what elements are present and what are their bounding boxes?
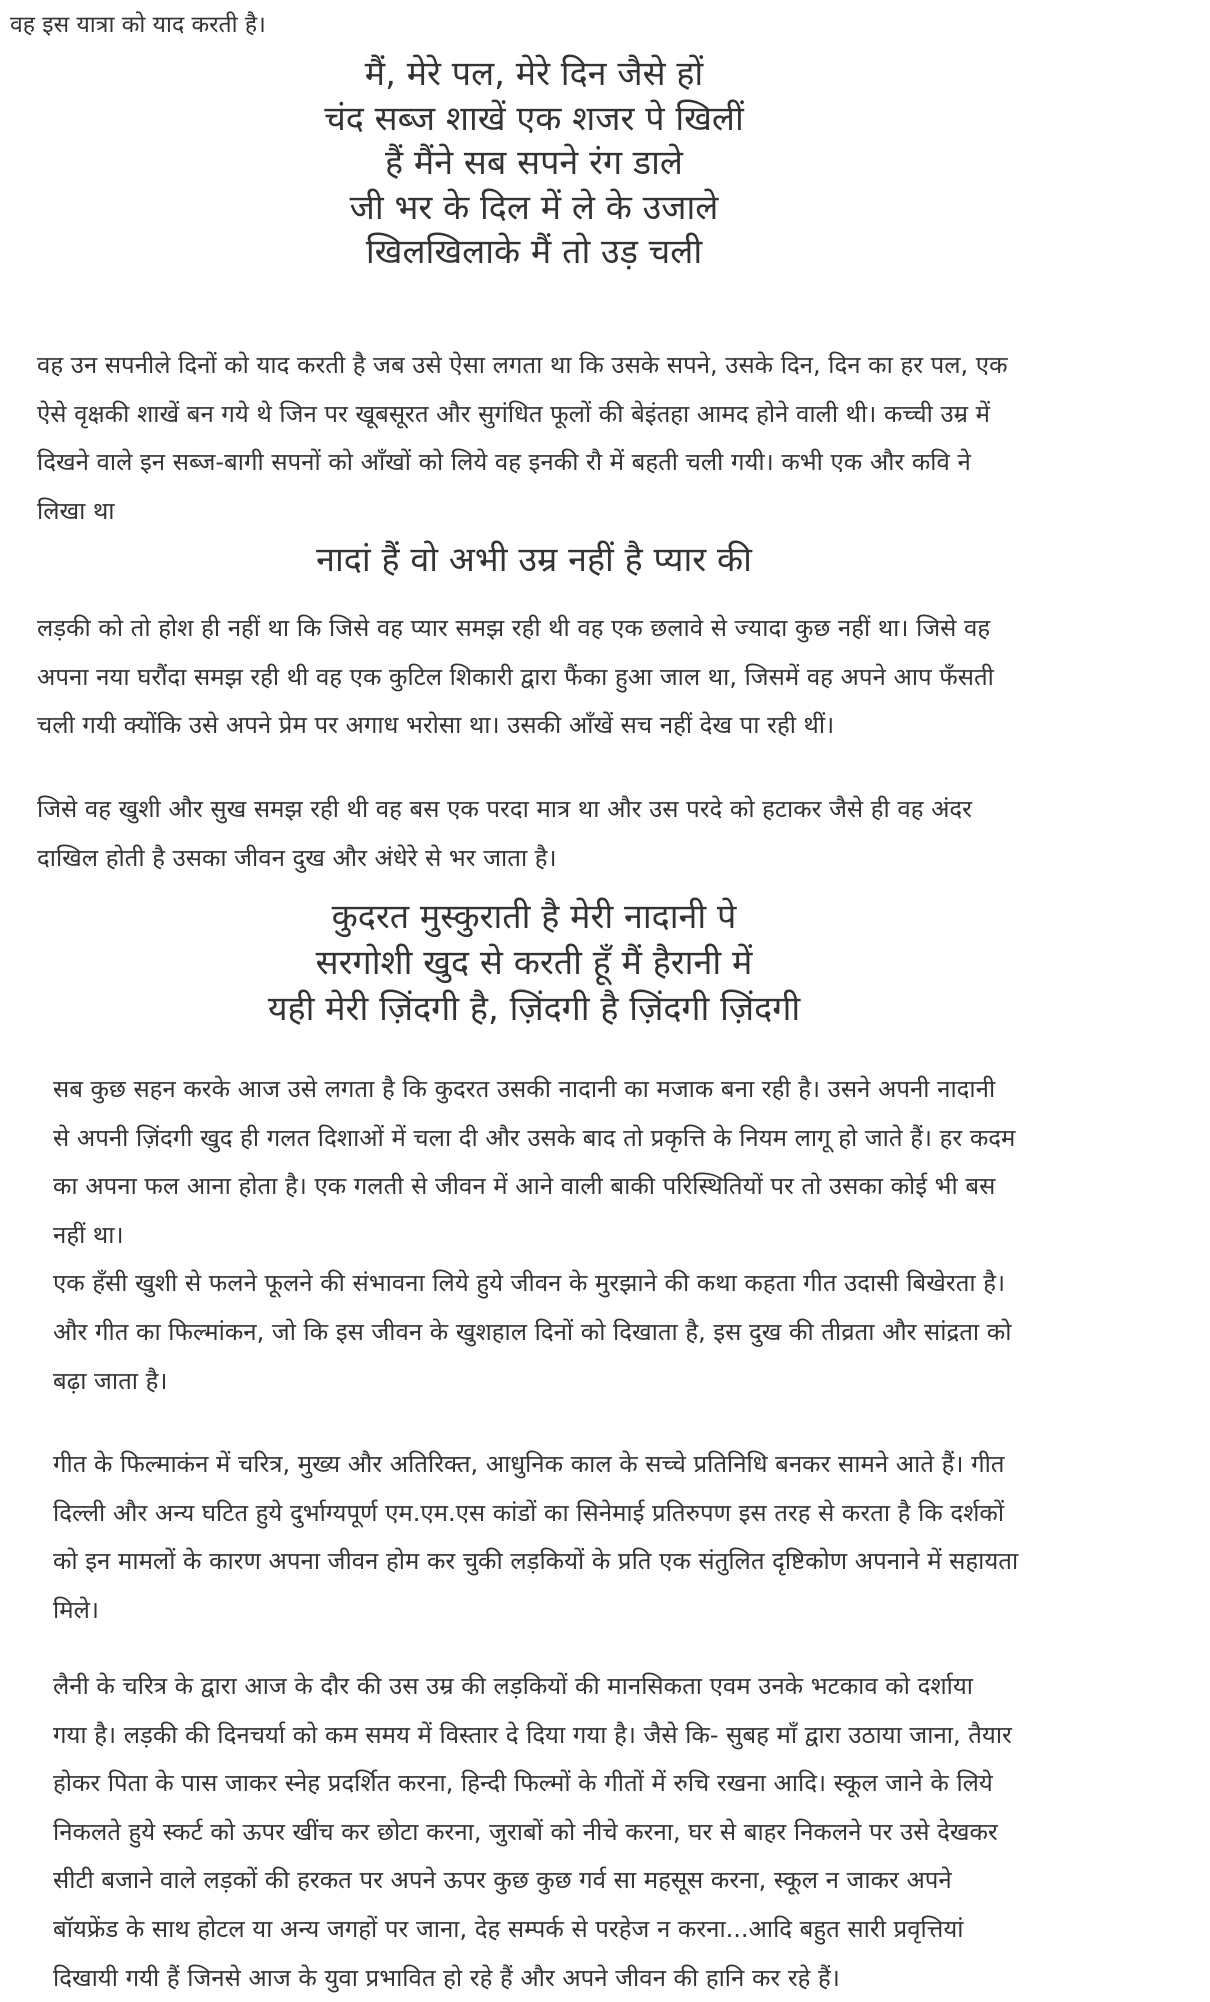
verse-block-3: [0, 894, 1068, 1032]
verse-line: यही मेरी ज़िंदगी है, ज़िंदगी है ज़िंदगी ज़िंदगी: [267, 989, 801, 1029]
paragraph-line: से अपनी ज़िंदगी खुद ही गलत दिशाओं में चला दी और उसके बाद तो प्रकृत्ति के नियम लागू हो जाते हैं। हर कदम: [53, 1123, 1016, 1152]
paragraph-line: होकर पिता के पास जाकर स्नेह प्रदर्शित करना, हिन्दी फिल्मों के गीतों में रुचि रखना आदि। स्कूल जाने के लिये: [53, 1769, 993, 1798]
paragraph-5: [53, 1440, 1018, 1634]
paragraph-line: दिखायी गयी हैं जिनसे आज के युवा प्रभावित हो रहे हैं और अपने जीवन की हानि कर रहे हैं।: [53, 1963, 840, 1992]
paragraph-line: को इन मामलों के कारण अपना जीवन होम कर चुकी लड़कियों के प्रति एक संतुलित दृष्टिकोण अपनाने में सहायता: [53, 1547, 1019, 1576]
verse-block-2: [0, 537, 1068, 583]
verse-line: मैं, मेरे पल, मेरे दिन जैसे हों: [364, 54, 704, 94]
paragraph-line: गया है। लड़की की दिनचर्या को कम समय में विस्तार दे दिया गया है। जैसे कि- सुबह माँ द्वारा उठाया जाना, तैयार: [53, 1720, 1012, 1749]
paragraph-line: सीटी बजाने वाले लड़कों की हरकत पर अपने ऊपर कुछ कुछ गर्व सा महसूस करना, स्कूल न जाकर अपने: [53, 1866, 952, 1895]
paragraph-line: जिसे वह खुशी और सुख समझ रही थी वह बस एक परदा मात्र था और उस परदे को हटाकर जैसे ही वह अंदर: [37, 795, 972, 823]
paragraph-2: [37, 604, 994, 750]
paragraph-4: [53, 1065, 1015, 1405]
paragraph-line: सब कुछ सहन करके आज उसे लगता है कि कुदरत उसकी नादानी का मजाक बना रही है। उसने अपनी नादानी: [53, 1075, 996, 1103]
paragraph-line: बढ़ा जाता है।: [53, 1366, 168, 1395]
verse-line: हैं मैंने सब सपने रंग डाले: [385, 143, 683, 183]
paragraph-line: का अपना फल आना होता है। एक गलती से जीवन में आने वाली बाकी परिस्थितियों पर तो उसका कोई भी बस: [53, 1172, 996, 1201]
paragraph-line: दाखिल होती है उसका जीवन दुख और अंधेरे से भर जाता है।: [37, 843, 557, 872]
paragraph-line: लैनी के चरित्र के द्वारा आज के दौर की उस उम्र की लड़कियों की मानसिकता एवम उनके भटकाव को दर्शाया: [53, 1672, 974, 1700]
paragraph-line: दिखने वाले इन सब्ज-बागी सपनों को आँखों को लिये वह इनकी रौ में बहती चली गयी। कभी एक और कवि ने: [37, 448, 971, 477]
verse-line: कुदरत मुस्कुराती है मेरी नादानी पे: [331, 897, 737, 937]
verse-block-1: [0, 52, 1068, 275]
paragraph-3: [37, 785, 972, 882]
verse-line: चंद सब्ज शाखें एक शजर पे खिलीं: [324, 98, 744, 139]
paragraph-line: ऐसे वृक्षकी शाखें बन गये थे जिन पर खूबसूरत और सुगंधित फूलों की बेइंतहा आमद होने वाली थी। कच्ची उम्र में: [37, 399, 990, 428]
intro-line: वह इस यात्रा को याद करती है।: [10, 12, 266, 38]
paragraph-1: [37, 341, 1008, 535]
paragraph-line: लिखा था: [37, 496, 115, 525]
paragraph-line: लड़की को तो होश ही नहीं था कि जिसे वह प्यार समझ रही थी वह एक छलावे से ज्यादा कुछ नहीं था। जिसे वह: [37, 614, 991, 642]
verse-line: नादां हैं वो अभी उम्र नहीं है प्यार की: [316, 540, 752, 580]
paragraph-6: [53, 1662, 1012, 2002]
paragraph-line: चली गयी क्योंकि उसे अपने प्रेम पर अगाध भरोसा था। उसकी आँखें सच नहीं देख पा रही थीं।: [37, 711, 835, 740]
paragraph-line: नहीं था।: [53, 1220, 124, 1249]
paragraph-line: निकलते हुये स्कर्ट को ऊपर खींच कर छोटा करना, जुराबों को नीचे करना, घर से बाहर निकलने पर उसे देखकर: [53, 1817, 998, 1846]
paragraph-line: एक हँसी खुशी से फलने फूलने की संभावना लिये हुये जीवन के मुरझाने की कथा कहता गीत उदासी बिखेरता है।: [53, 1269, 1006, 1298]
paragraph-line: दिल्ली और अन्य घटित हुये दुर्भाग्यपूर्ण एम.एम.एस कांडों का सिनेमाई प्रतिरुपण इस तरह से करता है कि दर्शकों: [53, 1498, 1005, 1527]
paragraph-line: अपना नया घरौंदा समझ रही थी वह एक कुटिल शिकारी द्वारा फैंका हुआ जाल था, जिसमें वह अपने आप फँसती: [37, 662, 994, 691]
verse-line: सरगोशी खुद से करती हूँ मैं हैरानी में: [315, 943, 753, 983]
paragraph-line: मिले।: [53, 1595, 99, 1624]
paragraph-line: बॉयफ्रेंड के साथ होटल या अन्य जगहों पर जाना, देह सम्पर्क से परहेज न करना...आदि बहुत सारी प्रवृत्तियां: [53, 1914, 964, 1943]
paragraph-line: वह उन सपनीले दिनों को याद करती है जब उसे ऐसा लगता था कि उसके सपने, उसके दिन, दिन का हर पल, एक: [37, 351, 1008, 379]
paragraph-line: और गीत का फिल्मांकन, जो कि इस जीवन के खुशहाल दिनों को दिखाता है, इस दुख की तीव्रता और सांद्रता को: [53, 1317, 1012, 1346]
verse-line: जी भर के दिल में ले के उजाले: [349, 187, 719, 228]
verse-line: खिलखिलाके मैं तो उड़ चली: [365, 232, 703, 272]
paragraph-line: गीत के फिल्माकंन में चरित्र, मुख्य और अतिरिक्त, आधुनिक काल के सच्चे प्रतिनिधि बनकर सामने आते हैं। गीत: [53, 1450, 1005, 1478]
